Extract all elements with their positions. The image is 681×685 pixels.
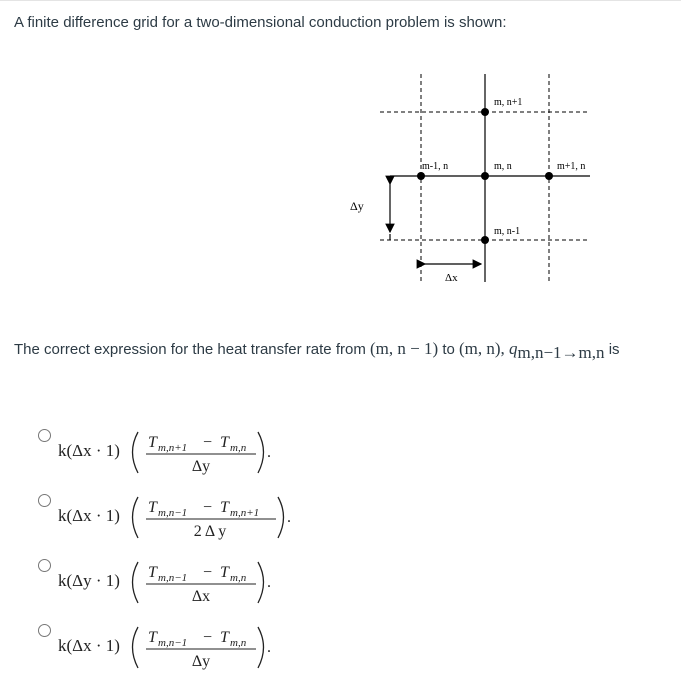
coef: k(Δx · 1) <box>58 441 120 460</box>
period: . <box>267 444 271 461</box>
option-4-expression <box>58 624 318 676</box>
label-top: m, n+1 <box>494 97 523 108</box>
question-suffix: is <box>608 341 620 358</box>
radio-option-1[interactable] <box>38 429 51 442</box>
minus: − <box>203 434 213 451</box>
question-prompt: A finite difference grid for a two-dimensional conduction problem is shown: <box>14 14 507 31</box>
period: . <box>267 639 271 656</box>
question-prefix: The correct expression for the heat transfer rate from <box>14 341 366 358</box>
minus: − <box>203 564 213 581</box>
period: . <box>267 574 271 591</box>
label-center: m, n <box>494 161 512 172</box>
num-b-sub: m,n+1 <box>230 507 260 519</box>
radio-option-4[interactable] <box>38 624 51 637</box>
num-a-sub: m,n−1 <box>158 637 188 649</box>
dx-label: Δx <box>445 272 458 284</box>
label-left: m-1, n <box>422 161 449 172</box>
num-a: T <box>148 629 157 646</box>
label-bottom: m, n-1 <box>494 226 521 237</box>
den: Δx <box>191 588 211 605</box>
q-symbol: q <box>508 339 518 358</box>
radio-option-3[interactable] <box>38 559 51 572</box>
node-right <box>545 172 553 180</box>
num-b: T <box>220 629 229 646</box>
question-text <box>14 339 620 363</box>
num-b-sub: m,n <box>230 442 247 454</box>
node-left <box>417 172 425 180</box>
den: 2 Δ y <box>193 523 227 540</box>
num-b: T <box>220 564 229 581</box>
question-to: to <box>442 341 455 358</box>
num-a: T <box>148 564 157 581</box>
node-center <box>481 172 489 180</box>
num-b: T <box>220 434 229 451</box>
coef: k(Δx · 1) <box>58 506 120 525</box>
finite-difference-grid <box>340 64 610 284</box>
num-b: T <box>220 499 229 516</box>
top-divider <box>0 0 681 1</box>
option-1-expression <box>58 429 318 481</box>
from-node: (m, n − 1) <box>370 339 439 358</box>
num-b-sub: m,n <box>230 637 247 649</box>
num-a: T <box>148 499 157 516</box>
num-b-sub: m,n <box>230 572 247 584</box>
coef: k(Δy · 1) <box>58 571 120 590</box>
num-a: T <box>148 434 157 451</box>
num-a-sub: m,n−1 <box>158 507 188 519</box>
label-right: m+1, n <box>557 161 586 172</box>
option-2-expression <box>58 494 318 546</box>
den: Δy <box>191 653 211 670</box>
node-bottom <box>481 236 489 244</box>
option-3-expression <box>58 559 318 611</box>
den: Δy <box>191 458 211 475</box>
num-a-sub: m,n+1 <box>158 442 188 454</box>
num-a-sub: m,n−1 <box>158 572 188 584</box>
period: . <box>287 509 291 526</box>
minus: − <box>203 629 213 646</box>
q-subscript: m,n−1→m,n <box>517 343 605 362</box>
to-node: (m, n), <box>459 339 505 358</box>
coef: k(Δx · 1) <box>58 636 120 655</box>
node-top <box>481 108 489 116</box>
minus: − <box>203 499 213 516</box>
radio-option-2[interactable] <box>38 494 51 507</box>
dy-label: Δy <box>350 199 364 213</box>
